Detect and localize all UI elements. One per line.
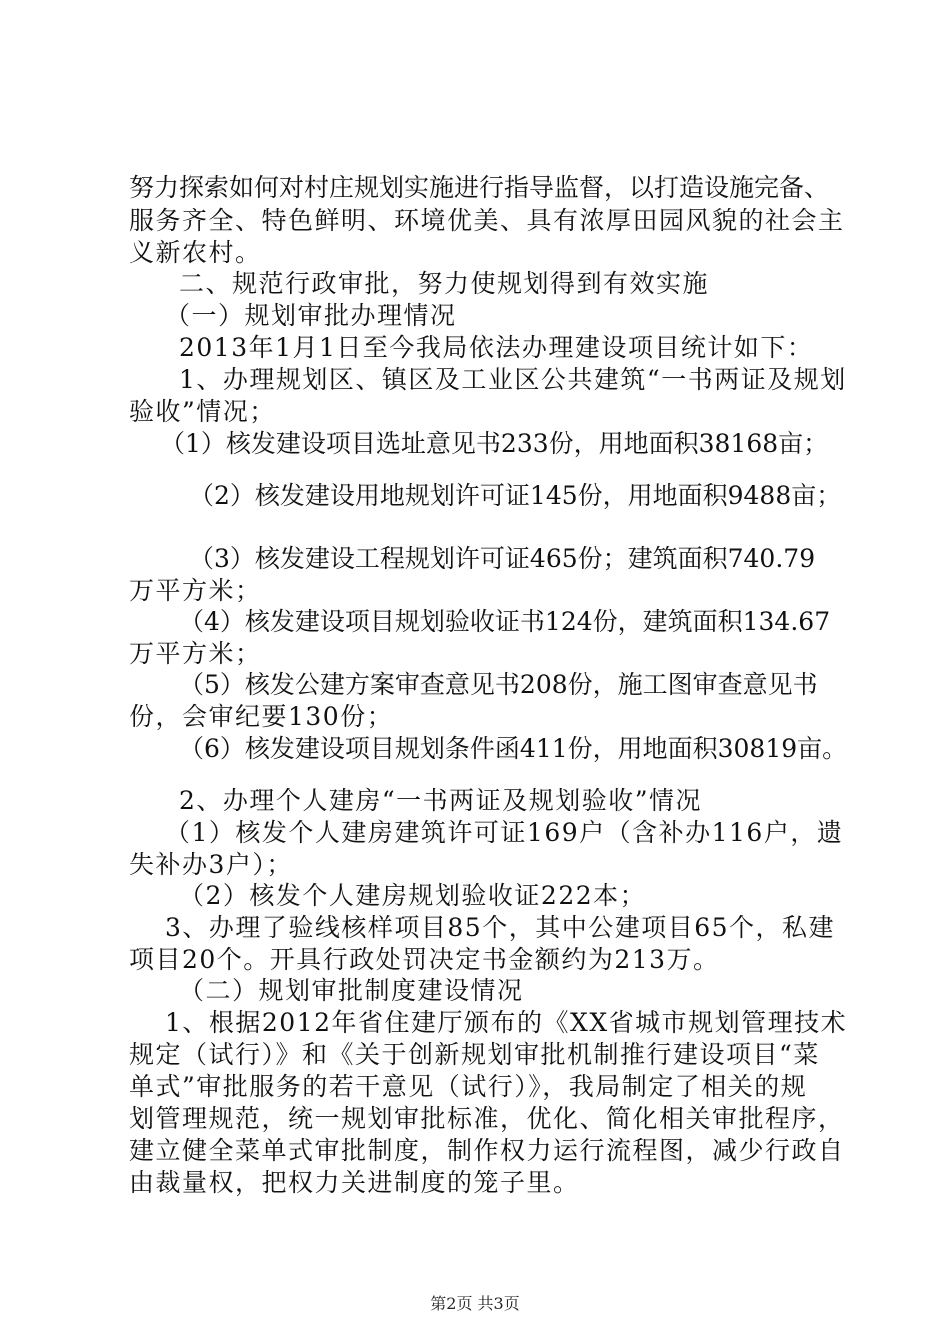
paragraph-line: 单式”审批服务的若干意见（试行）》，我局制定了相关的规 bbox=[129, 1072, 808, 1101]
list-item-continuation: 万平方米； bbox=[129, 639, 262, 668]
paragraph-line: 由裁量权，把权力关进制度的笼子里。 bbox=[129, 1168, 580, 1197]
subsection-heading: （一）规划审批办理情况 bbox=[165, 301, 457, 330]
list-item-continuation: 份，会审纪要130份； bbox=[129, 702, 394, 731]
list-item: （1）核发建设项目选址意见书233份，用地面积38168亩； bbox=[160, 429, 829, 458]
paragraph-line: 1、根据2012年省住建厅颁布的《XX省城市规划管理技术 bbox=[165, 1008, 848, 1037]
list-item: （1）核发个人建房建筑许可证169户（含补办116户，遗 bbox=[165, 818, 844, 847]
list-item-continuation: 失补办3户）； bbox=[129, 850, 293, 879]
list-item: （6）核发建设项目规划条件函411份，用地面积30819亩。 bbox=[179, 734, 848, 763]
paragraph-line: 努力探索如何对村庄规划实施进行指导监督，以打造设施完备、 bbox=[129, 173, 830, 202]
list-item: （5）核发公建方案审查意见书208份，施工图审查意见书 bbox=[179, 670, 818, 699]
paragraph-line: 1、办理规划区、镇区及工业区公共建筑“一书两证及规划 bbox=[179, 365, 847, 394]
list-item: （3）核发建设工程规划许可证465份；建筑面积740.79 bbox=[189, 544, 816, 573]
subsection-heading: （二）规划审批制度建设情况 bbox=[179, 976, 524, 1005]
paragraph-line: 项目20个。开具行政处罚决定书金额约为213万。 bbox=[129, 945, 720, 974]
page-number: 第2页 共3页 bbox=[430, 1294, 520, 1313]
section-heading: 二、规范行政审批，努力使规划得到有效实施 bbox=[179, 269, 710, 298]
paragraph-line: 规定（试行）》和《关于创新规划审批机制推行建设项目“菜 bbox=[129, 1040, 820, 1069]
paragraph-line: 验收”情况； bbox=[129, 397, 276, 426]
paragraph-line: 2013年1月1日至今我局依法办理建设项目统计如下： bbox=[179, 333, 814, 362]
paragraph-line: 服务齐全、特色鲜明、环境优美、具有浓厚田园风貌的社会主 bbox=[129, 206, 845, 235]
paragraph-line: 3、办理了验线核样项目85个，其中公建项目65个，私建 bbox=[165, 913, 836, 942]
list-item-continuation: 万平方米； bbox=[129, 576, 262, 605]
paragraph-line: 划管理规范，统一规划审批标准，优化、简化相关审批程序， bbox=[129, 1104, 845, 1133]
list-item: （4）核发建设项目规划验收证书124份，建筑面积134.67 bbox=[179, 607, 831, 636]
list-item: （2）核发建设用地规划许可证145份，用地面积9488亩； bbox=[189, 481, 842, 510]
paragraph-line: 义新农村。 bbox=[129, 238, 262, 267]
list-item: （2）核发个人建房规划验收证222本； bbox=[179, 881, 647, 910]
paragraph-line: 2、办理个人建房“一书两证及规划验收”情况 bbox=[179, 786, 702, 815]
paragraph-line: 建立健全菜单式审批制度，制作权力运行流程图，减少行政自 bbox=[129, 1136, 845, 1165]
